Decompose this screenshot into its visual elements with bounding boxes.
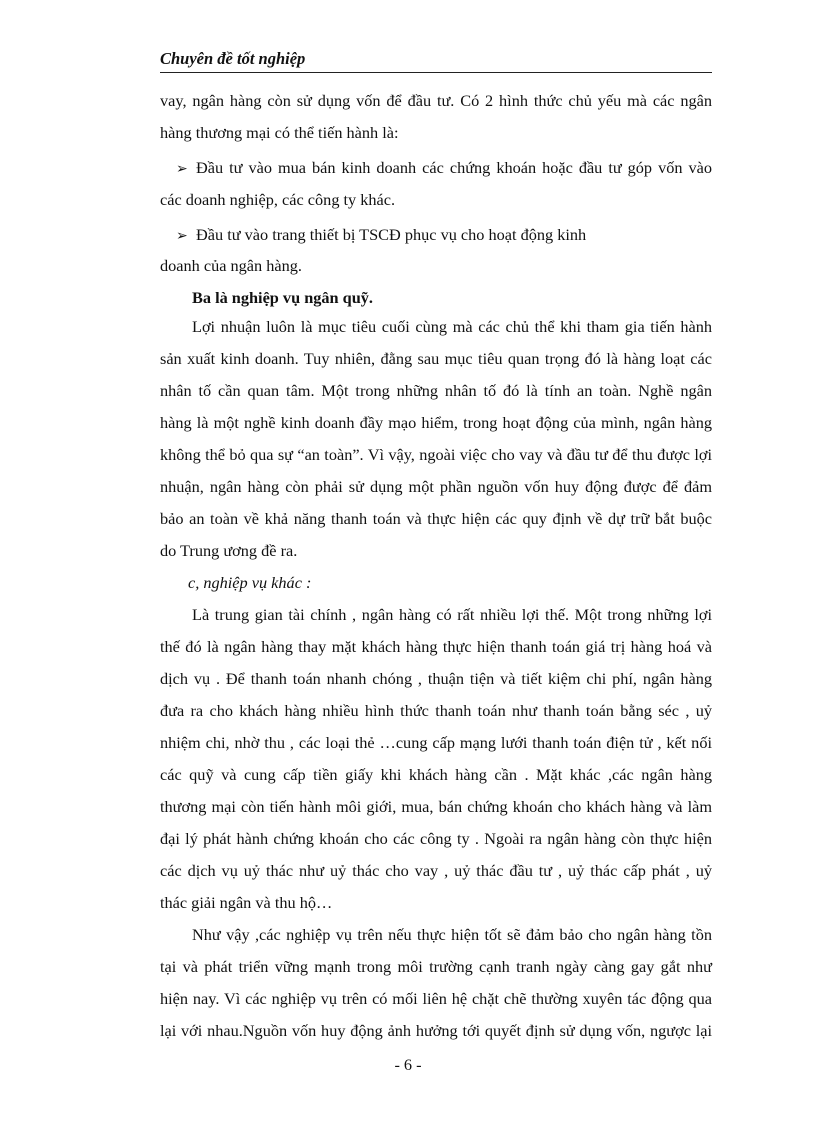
section-heading: Ba là nghiệp vụ ngân quỹ. <box>192 288 373 307</box>
text-line: vay, ngân hàng còn sử dụng vốn để đầu tư. Có 2 hình thức chủ yếu mà các ngân <box>160 91 712 110</box>
text-line: đưa ra cho khách hàng nhiều hình thức thanh toán như thanh toán bằng séc , uỷ <box>160 701 712 720</box>
text-line: doanh của ngân hàng. <box>160 256 302 275</box>
text-line: các dịch vụ uỷ thác như uỷ thác cho vay , uỷ thác đầu tư , uỷ thác cấp phát , uỷ <box>160 861 712 880</box>
text-line: hàng thương mại có thể tiến hành là: <box>160 123 399 142</box>
bullet-text: Đầu tư vào trang thiết bị TSCĐ phục vụ cho hoạt động kinh <box>196 225 587 244</box>
text-line: bảo an toàn về khả năng thanh toán và thực hiện các quy định về dự trữ bắt buộc <box>160 509 712 528</box>
text-line: nhuận, ngân hàng còn phải sử dụng một phần nguồn vốn huy động được để đảm <box>160 477 712 496</box>
bullet-text: Đầu tư vào mua bán kinh doanh các chứng khoán hoặc đầu tư góp vốn vào <box>196 158 712 177</box>
header-title: Chuyên đề tốt nghiệp <box>160 49 306 68</box>
bullet-item <box>160 224 712 246</box>
text-line: các doanh nghiệp, các công ty khác. <box>160 190 396 209</box>
page-header <box>160 48 712 73</box>
bullet-item <box>160 157 712 179</box>
text-line: sản xuất kinh doanh. Tuy nhiên, đằng sau mục tiêu quan trọng đó là hàng loạt các <box>160 349 712 368</box>
text-line: nhân tố cần quan tâm. Một trong những nhân tố đó là tính an toàn. Nghề ngân <box>160 381 712 400</box>
text-line: tại và phát triển vững mạnh trong môi trường cạnh tranh ngày càng gay gắt như <box>160 957 712 976</box>
text-line: lại với nhau.Nguồn vốn huy động ảnh hưởng tới quyết định sử dụng vốn, ngược lại <box>160 1021 712 1040</box>
text-line: nhiệm chi, nhờ thu , các loại thẻ …cung cấp mạng lưới thanh toán điện tử , kết nối <box>160 733 712 752</box>
text-line: Lợi nhuận luôn là mục tiêu cuối cùng mà các chủ thể khi tham gia tiến hành <box>192 317 712 336</box>
text-line: các quỹ và cung cấp tiền giấy khi khách hàng cần . Mặt khác ,các ngân hàng <box>160 765 712 784</box>
text-line: đại lý phát hành chứng khoán cho các công ty . Ngoài ra ngân hàng còn thực hiện <box>160 829 712 848</box>
text-line: Như vậy ,các nghiệp vụ trên nếu thực hiện tốt sẽ đảm bảo cho ngân hàng tồn <box>192 925 712 944</box>
text-line: thương mại còn tiến hành môi giới, mua, bán chứng khoán cho khách hàng và làm <box>160 797 712 816</box>
text-line: thác giải ngân và thu hộ… <box>160 893 333 912</box>
arrow-bullet-icon: ➢ <box>176 162 188 177</box>
text-line: dịch vụ . Để thanh toán nhanh chóng , thuận tiện và tiết kiệm chi phí, ngân hàng <box>160 669 712 688</box>
subsection-heading: c, nghiệp vụ khác : <box>188 573 312 592</box>
text-line: Là trung gian tài chính , ngân hàng có rất nhiều lợi thế. Một trong những lợi <box>192 605 712 624</box>
page-number: - 6 - <box>394 1055 422 1074</box>
text-line: do Trung ương đề ra. <box>160 541 298 560</box>
text-line: hàng là một nghề kinh doanh đầy mạo hiểm, trong hoạt động của mình, ngân hàng <box>160 413 712 432</box>
arrow-bullet-icon: ➢ <box>176 229 188 244</box>
text-line: thế đó là ngân hàng thay mặt khách hàng thực hiện thanh toán giá trị hàng hoá và <box>160 637 712 656</box>
text-line: không thể bỏ qua sự “an toàn”. Vì vậy, ngoài việc cho vay và đầu tư để thu được lợi <box>160 445 712 464</box>
text-line: hiện nay. Vì các nghiệp vụ trên có mối liên hệ chặt chẽ thường xuyên tác động qua <box>160 989 712 1008</box>
